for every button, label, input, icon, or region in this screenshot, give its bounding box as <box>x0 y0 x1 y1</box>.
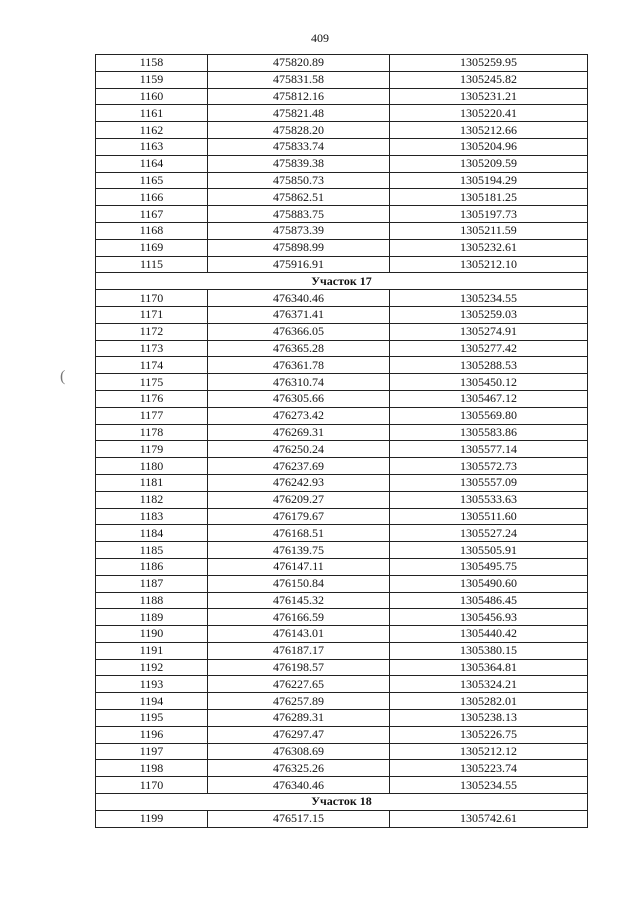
table-row <box>96 474 588 491</box>
table-row <box>96 390 588 407</box>
y-coordinate-cell: 1305212.10 <box>390 256 588 273</box>
point-number-cell: 1179 <box>96 441 208 458</box>
y-coordinate-cell: 1305274.91 <box>390 323 588 340</box>
point-number-cell: 1183 <box>96 508 208 525</box>
point-number-cell: 1170 <box>96 290 208 307</box>
point-number-cell: 1162 <box>96 122 208 139</box>
coordinates-table-body <box>96 55 588 828</box>
y-coordinate-cell: 1305223.74 <box>390 760 588 777</box>
y-coordinate-cell: 1305505.91 <box>390 542 588 559</box>
x-coordinate-cell: 475873.39 <box>208 222 390 239</box>
y-coordinate-cell: 1305211.59 <box>390 222 588 239</box>
table-row <box>96 760 588 777</box>
table-row <box>96 323 588 340</box>
table-row <box>96 458 588 475</box>
table-row <box>96 525 588 542</box>
table-row <box>96 357 588 374</box>
y-coordinate-cell: 1305364.81 <box>390 659 588 676</box>
table-row <box>96 609 588 626</box>
table-row <box>96 407 588 424</box>
table-row <box>96 71 588 88</box>
y-coordinate-cell: 1305220.41 <box>390 105 588 122</box>
x-coordinate-cell: 476325.26 <box>208 760 390 777</box>
table-row <box>96 693 588 710</box>
table-row <box>96 88 588 105</box>
x-coordinate-cell: 476150.84 <box>208 575 390 592</box>
point-number-cell: 1195 <box>96 710 208 727</box>
y-coordinate-cell: 1305583.86 <box>390 424 588 441</box>
table-row <box>96 374 588 391</box>
point-number-cell: 1191 <box>96 642 208 659</box>
y-coordinate-cell: 1305511.60 <box>390 508 588 525</box>
table-row <box>96 290 588 307</box>
table-row <box>96 172 588 189</box>
y-coordinate-cell: 1305572.73 <box>390 458 588 475</box>
table-row <box>96 542 588 559</box>
table-row <box>96 743 588 760</box>
point-number-cell: 1181 <box>96 474 208 491</box>
point-number-cell: 1187 <box>96 575 208 592</box>
y-coordinate-cell: 1305232.61 <box>390 239 588 256</box>
x-coordinate-cell: 476310.74 <box>208 374 390 391</box>
section-title: Участок 18 <box>96 794 588 811</box>
table-row <box>96 726 588 743</box>
y-coordinate-cell: 1305234.55 <box>390 777 588 794</box>
x-coordinate-cell: 476340.46 <box>208 777 390 794</box>
y-coordinate-cell: 1305181.25 <box>390 189 588 206</box>
table-row <box>96 206 588 223</box>
x-coordinate-cell: 476297.47 <box>208 726 390 743</box>
y-coordinate-cell: 1305259.03 <box>390 306 588 323</box>
table-row <box>96 626 588 643</box>
x-coordinate-cell: 475883.75 <box>208 206 390 223</box>
point-number-cell: 1182 <box>96 491 208 508</box>
x-coordinate-cell: 476305.66 <box>208 390 390 407</box>
y-coordinate-cell: 1305212.12 <box>390 743 588 760</box>
point-number-cell: 1159 <box>96 71 208 88</box>
y-coordinate-cell: 1305490.60 <box>390 575 588 592</box>
point-number-cell: 1197 <box>96 743 208 760</box>
table-row <box>96 491 588 508</box>
y-coordinate-cell: 1305380.15 <box>390 642 588 659</box>
x-coordinate-cell: 475833.74 <box>208 138 390 155</box>
x-coordinate-cell: 476187.17 <box>208 642 390 659</box>
y-coordinate-cell: 1305212.66 <box>390 122 588 139</box>
x-coordinate-cell: 476209.27 <box>208 491 390 508</box>
x-coordinate-cell: 476139.75 <box>208 542 390 559</box>
table-row <box>96 810 588 827</box>
x-coordinate-cell: 476250.24 <box>208 441 390 458</box>
point-number-cell: 1170 <box>96 777 208 794</box>
y-coordinate-cell: 1305288.53 <box>390 357 588 374</box>
table-row <box>96 306 588 323</box>
x-coordinate-cell: 476227.65 <box>208 676 390 693</box>
y-coordinate-cell: 1305234.55 <box>390 290 588 307</box>
y-coordinate-cell: 1305467.12 <box>390 390 588 407</box>
x-coordinate-cell: 476308.69 <box>208 743 390 760</box>
point-number-cell: 1184 <box>96 525 208 542</box>
table-row <box>96 592 588 609</box>
y-coordinate-cell: 1305533.63 <box>390 491 588 508</box>
point-number-cell: 1198 <box>96 760 208 777</box>
table-row <box>96 256 588 273</box>
x-coordinate-cell: 476289.31 <box>208 710 390 727</box>
x-coordinate-cell: 475828.20 <box>208 122 390 139</box>
y-coordinate-cell: 1305245.82 <box>390 71 588 88</box>
x-coordinate-cell: 475831.58 <box>208 71 390 88</box>
x-coordinate-cell: 476166.59 <box>208 609 390 626</box>
x-coordinate-cell: 475916.91 <box>208 256 390 273</box>
x-coordinate-cell: 475839.38 <box>208 155 390 172</box>
y-coordinate-cell: 1305209.59 <box>390 155 588 172</box>
section-header-row <box>96 273 588 290</box>
y-coordinate-cell: 1305197.73 <box>390 206 588 223</box>
margin-handwritten-mark: ( <box>60 368 66 385</box>
table-row <box>96 189 588 206</box>
table-row <box>96 676 588 693</box>
point-number-cell: 1168 <box>96 222 208 239</box>
section-header-row <box>96 794 588 811</box>
table-row <box>96 777 588 794</box>
point-number-cell: 1193 <box>96 676 208 693</box>
x-coordinate-cell: 475862.51 <box>208 189 390 206</box>
y-coordinate-cell: 1305486.45 <box>390 592 588 609</box>
point-number-cell: 1190 <box>96 626 208 643</box>
point-number-cell: 1189 <box>96 609 208 626</box>
x-coordinate-cell: 475812.16 <box>208 88 390 105</box>
x-coordinate-cell: 476237.69 <box>208 458 390 475</box>
y-coordinate-cell: 1305226.75 <box>390 726 588 743</box>
table-row <box>96 138 588 155</box>
point-number-cell: 1169 <box>96 239 208 256</box>
y-coordinate-cell: 1305742.61 <box>390 810 588 827</box>
x-coordinate-cell: 476517.15 <box>208 810 390 827</box>
page-number: 409 <box>311 31 329 45</box>
point-number-cell: 1175 <box>96 374 208 391</box>
x-coordinate-cell: 476145.32 <box>208 592 390 609</box>
table-row <box>96 239 588 256</box>
x-coordinate-cell: 476366.05 <box>208 323 390 340</box>
table-row <box>96 441 588 458</box>
table-row <box>96 558 588 575</box>
x-coordinate-cell: 476147.11 <box>208 558 390 575</box>
x-coordinate-cell: 476269.31 <box>208 424 390 441</box>
y-coordinate-cell: 1305440.42 <box>390 626 588 643</box>
x-coordinate-cell: 476371.41 <box>208 306 390 323</box>
coordinates-table <box>95 54 588 828</box>
point-number-cell: 1164 <box>96 155 208 172</box>
y-coordinate-cell: 1305238.13 <box>390 710 588 727</box>
section-title: Участок 17 <box>96 273 588 290</box>
y-coordinate-cell: 1305194.29 <box>390 172 588 189</box>
y-coordinate-cell: 1305450.12 <box>390 374 588 391</box>
y-coordinate-cell: 1305557.09 <box>390 474 588 491</box>
table-row <box>96 710 588 727</box>
y-coordinate-cell: 1305231.21 <box>390 88 588 105</box>
point-number-cell: 1158 <box>96 55 208 72</box>
x-coordinate-cell: 475821.48 <box>208 105 390 122</box>
point-number-cell: 1177 <box>96 407 208 424</box>
point-number-cell: 1160 <box>96 88 208 105</box>
x-coordinate-cell: 476168.51 <box>208 525 390 542</box>
y-coordinate-cell: 1305259.95 <box>390 55 588 72</box>
x-coordinate-cell: 476361.78 <box>208 357 390 374</box>
point-number-cell: 1185 <box>96 542 208 559</box>
point-number-cell: 1174 <box>96 357 208 374</box>
table-row <box>96 424 588 441</box>
point-number-cell: 1166 <box>96 189 208 206</box>
x-coordinate-cell: 475820.89 <box>208 55 390 72</box>
y-coordinate-cell: 1305277.42 <box>390 340 588 357</box>
x-coordinate-cell: 475898.99 <box>208 239 390 256</box>
y-coordinate-cell: 1305569.80 <box>390 407 588 424</box>
point-number-cell: 1196 <box>96 726 208 743</box>
y-coordinate-cell: 1305495.75 <box>390 558 588 575</box>
table-row <box>96 222 588 239</box>
y-coordinate-cell: 1305456.93 <box>390 609 588 626</box>
y-coordinate-cell: 1305577.14 <box>390 441 588 458</box>
x-coordinate-cell: 476365.28 <box>208 340 390 357</box>
y-coordinate-cell: 1305282.01 <box>390 693 588 710</box>
point-number-cell: 1178 <box>96 424 208 441</box>
x-coordinate-cell: 476340.46 <box>208 290 390 307</box>
point-number-cell: 1176 <box>96 390 208 407</box>
y-coordinate-cell: 1305527.24 <box>390 525 588 542</box>
x-coordinate-cell: 475850.73 <box>208 172 390 189</box>
point-number-cell: 1186 <box>96 558 208 575</box>
x-coordinate-cell: 476257.89 <box>208 693 390 710</box>
point-number-cell: 1194 <box>96 693 208 710</box>
x-coordinate-cell: 476198.57 <box>208 659 390 676</box>
x-coordinate-cell: 476143.01 <box>208 626 390 643</box>
point-number-cell: 1161 <box>96 105 208 122</box>
table-row <box>96 340 588 357</box>
x-coordinate-cell: 476242.93 <box>208 474 390 491</box>
table-row <box>96 508 588 525</box>
y-coordinate-cell: 1305324.21 <box>390 676 588 693</box>
table-row <box>96 155 588 172</box>
y-coordinate-cell: 1305204.96 <box>390 138 588 155</box>
point-number-cell: 1172 <box>96 323 208 340</box>
point-number-cell: 1188 <box>96 592 208 609</box>
point-number-cell: 1163 <box>96 138 208 155</box>
point-number-cell: 1180 <box>96 458 208 475</box>
table-row <box>96 642 588 659</box>
point-number-cell: 1167 <box>96 206 208 223</box>
point-number-cell: 1173 <box>96 340 208 357</box>
x-coordinate-cell: 476179.67 <box>208 508 390 525</box>
x-coordinate-cell: 476273.42 <box>208 407 390 424</box>
table-row <box>96 659 588 676</box>
table-row <box>96 122 588 139</box>
point-number-cell: 1171 <box>96 306 208 323</box>
table-row <box>96 575 588 592</box>
point-number-cell: 1199 <box>96 810 208 827</box>
point-number-cell: 1192 <box>96 659 208 676</box>
table-row <box>96 105 588 122</box>
table-row <box>96 55 588 72</box>
point-number-cell: 1165 <box>96 172 208 189</box>
point-number-cell: 1115 <box>96 256 208 273</box>
